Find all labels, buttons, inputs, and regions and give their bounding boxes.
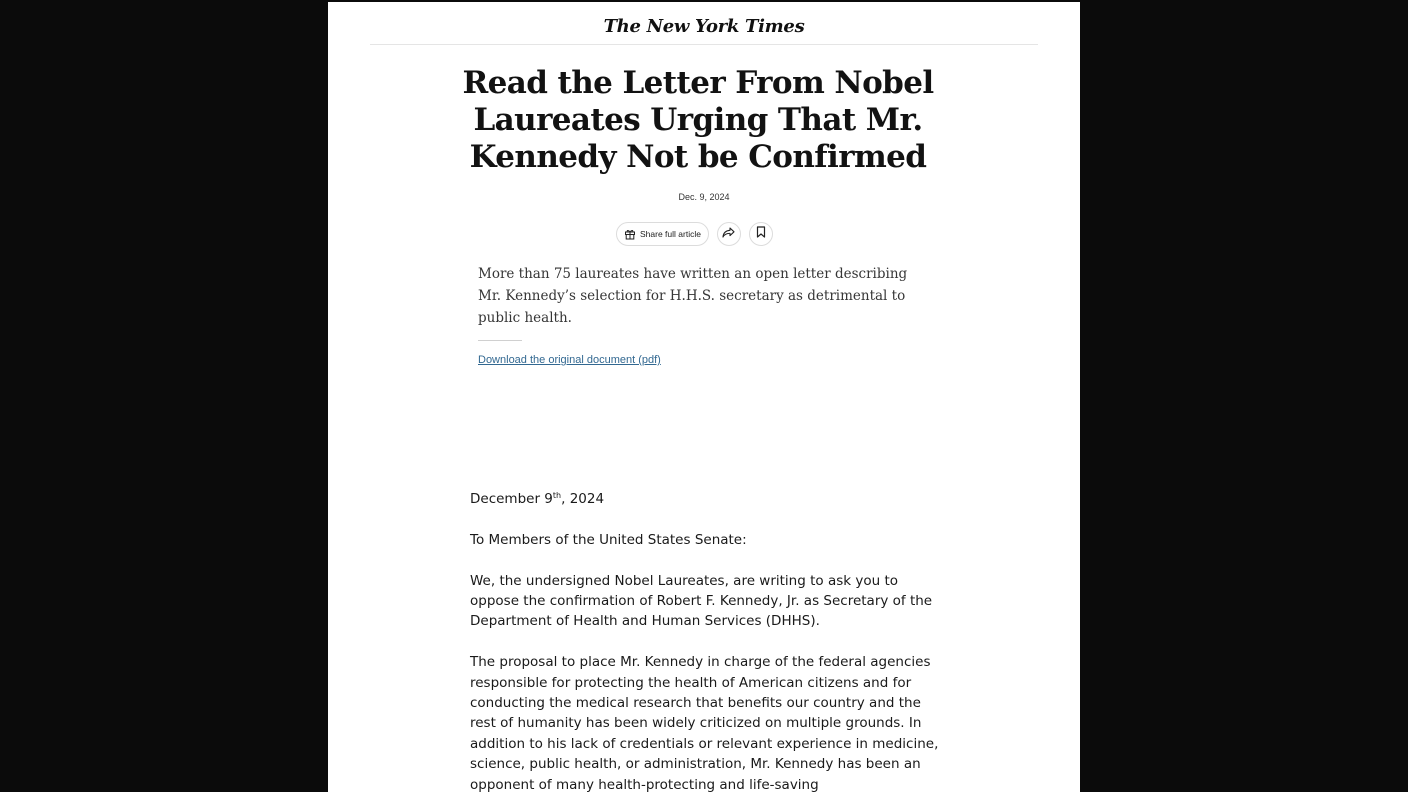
share-arrow-icon — [722, 225, 735, 243]
letter-salutation: To Members of the United States Senate: — [470, 531, 747, 548]
letter-date-ordinal: th — [552, 491, 562, 500]
share-full-article-label: Share full article — [640, 229, 701, 239]
article-headline: Read the Letter From Nobel Laureates Urging That Mr. Kennedy Not be Confirmed — [462, 65, 934, 175]
letter-paragraph: The proposal to place Mr. Kennedy in charge of the federal agencies responsible for protecting the health of American citizens and for conducting the medical research that benefits our country and the rest of humanity has been widely criticized on multiple grounds. In addition to his lack of credentials or relevant experience in medicine, science, public health, or administration, Mr. Kennedy has been an opponent of many health-protecting and life-saving — [470, 654, 939, 792]
letter-date-day: December 9 — [470, 491, 553, 507]
gift-icon — [624, 228, 636, 240]
nyt-logo[interactable]: The New York Times — [603, 16, 805, 37]
share-button[interactable] — [717, 222, 741, 246]
letter-document — [470, 489, 950, 792]
letter-date-year: , 2024 — [561, 491, 605, 507]
share-full-article-button[interactable] — [616, 222, 709, 246]
article-summary: More than 75 laureates have written an open letter describing Mr. Kennedy’s selection for H.H.S. secretary as detrimental to public health. — [478, 266, 908, 326]
summary-divider — [478, 340, 522, 341]
article-date: Dec. 9, 2024 — [678, 192, 730, 202]
bookmark-button[interactable] — [749, 222, 773, 246]
article-page — [328, 2, 1080, 792]
bookmark-icon — [756, 225, 766, 243]
letter-paragraph: We, the undersigned Nobel Laureates, are writing to ask you to oppose the confirmation of Robert F. Kennedy, Jr. as Secretary of the Department of Health and Human Services (DHHS). — [470, 572, 933, 630]
letter-date — [470, 489, 950, 509]
download-pdf-link[interactable]: Download the original document (pdf) — [478, 354, 661, 366]
masthead — [370, 2, 1038, 45]
article-actions — [616, 222, 773, 246]
